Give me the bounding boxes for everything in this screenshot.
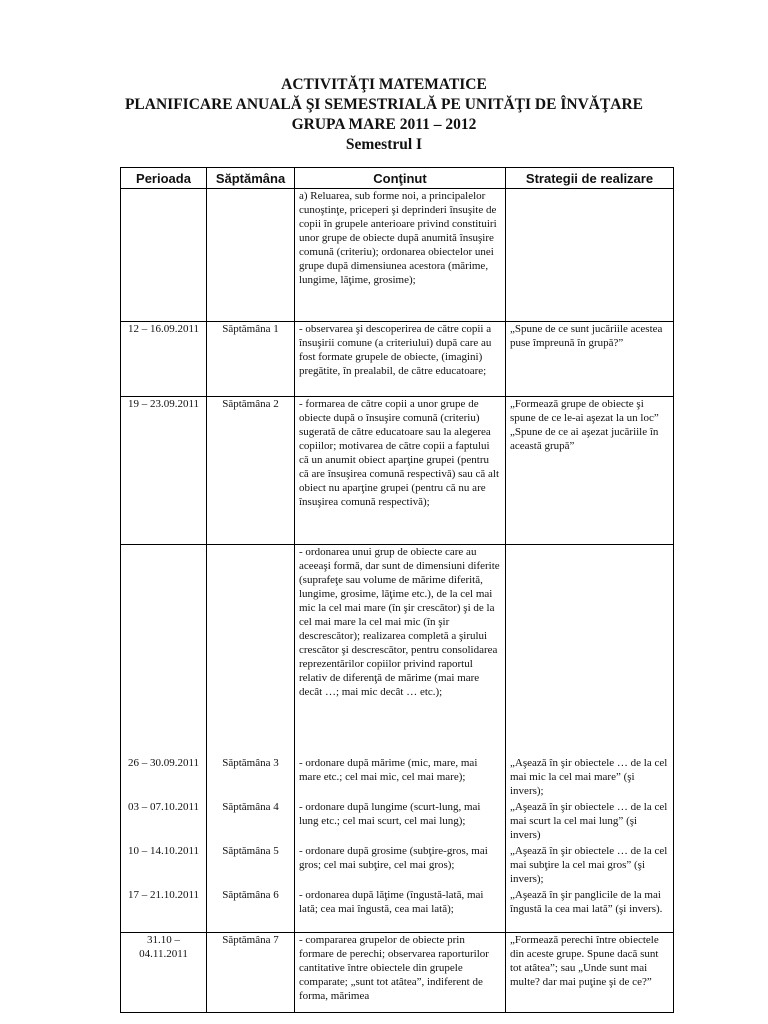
week-cell bbox=[207, 545, 295, 933]
strategy-line: „Aşează în şir panglicile de la mai îngustă la cea mai lată” (şi invers). bbox=[510, 889, 663, 915]
table-row bbox=[121, 322, 674, 397]
week-cell: Săptămâna 7 bbox=[207, 933, 295, 1013]
table-header-row bbox=[121, 168, 674, 189]
week-cell: Săptămâna 2 bbox=[207, 397, 295, 545]
period-cell: 31.10 – 04.11.2011 bbox=[121, 933, 207, 1013]
week-line: Săptămâna 4 bbox=[222, 801, 279, 813]
content-cell: - formarea de către copii a unor grupe de obiecte după o însuşire comună (criteriu) sugerată de către educatoare sau la alegerea copiilor; motivarea de către copii a faptului că un anumit obiect aparţine grupei (pentru că are însuşirea comună respectivă) sau că alt obiect nu aparţine grupei (pentru că nu are însuşirea comună respectivă); bbox=[295, 397, 506, 545]
period-cell: 19 – 23.09.2011 bbox=[121, 397, 207, 545]
table-row bbox=[121, 189, 674, 322]
strategy-cell: „Spune de ce sunt jucăriile acestea puse împreună în grupă?” bbox=[506, 322, 674, 397]
week-line: Săptămâna 5 bbox=[222, 845, 279, 857]
period-line: 26 – 30.09.2011 bbox=[127, 757, 200, 769]
group-title: GRUPA MARE 2011 – 2012 bbox=[291, 116, 477, 133]
content-intro: - ordonarea unui grup de obiecte care au aceeaşi formă, dar sunt de dimensiuni diferite (suprafeţe sau volume de mărime diferită, lungime, grosime, lăţime etc.), de la cel mai mic la cel mai mare (în şir crescător) şi de la cel mai mare la cel mai mic (în şir descrescător); realizarea completă a şirului crescător şi descrescător, pentru consolidarea reprezentărilor copiilor privind raportul relativ de diferenţă de mărime (mai mare decât …; mai mic decât … etc.); bbox=[299, 546, 500, 698]
period-cell bbox=[121, 545, 207, 933]
content-line: - ordonare după grosime (subţire-gros, mai gros; cel mai subţire, cel mai gros); bbox=[299, 845, 488, 871]
strategy-cell: „Formează grupe de obiecte şi spune de ce le-ai aşezat la un loc” „Spune de ce ai aşezat jucăriile în această grupă” bbox=[506, 397, 674, 545]
document-subtitle: PLANIFICARE ANUALĂ ŞI SEMESTRIALĂ PE UNITĂŢI DE ÎNVĂŢARE bbox=[124, 96, 644, 113]
week-cell: Săptămâna 1 bbox=[207, 322, 295, 397]
column-header-strategy: Strategii de realizare bbox=[506, 168, 674, 189]
table-row bbox=[121, 545, 674, 933]
period-cell bbox=[121, 189, 207, 322]
strategy-cell bbox=[506, 545, 674, 933]
table-row bbox=[121, 397, 674, 545]
strategy-cell bbox=[506, 189, 674, 322]
planning-table bbox=[120, 167, 674, 1013]
strategy-line: „Aşează în şir obiectele … de la cel mai scurt la cel mai lung” (şi invers) bbox=[510, 801, 668, 841]
strategy-cell: „Formează perechi între obiectele din aceste grupe. Spune dacă sunt tot atâtea”; sau „Unde sunt mai multe? dar mai puţine şi de ce?” bbox=[506, 933, 674, 1013]
period-line: 10 – 14.10.2011 bbox=[127, 845, 200, 857]
week-line: Săptămâna 3 bbox=[222, 757, 279, 769]
content-cell: - compararea grupelor de obiecte prin formare de perechi; observarea raporturilor cantitative între obiectele din grupele comparate; „sunt tot atâtea”, indiferent de forma, mărimea bbox=[295, 933, 506, 1013]
semester-title: Semestrul I bbox=[345, 136, 423, 153]
content-cell bbox=[295, 545, 506, 933]
strategy-line: „Aşează în şir obiectele … de la cel mai mic la cel mai mare” (şi invers); bbox=[510, 757, 668, 797]
content-cell: - observarea şi descoperirea de către copii a însuşirii comune (a criteriului) după care au fost formate grupele de obiecte, (imagini) pregătite, în prealabil, de către educatoare; bbox=[295, 322, 506, 397]
strategy-line: „Aşează în şir obiectele … de la cel mai subţire la cel mai gros” (şi invers); bbox=[510, 845, 668, 885]
table-row bbox=[121, 933, 674, 1013]
content-line: - ordonare după lungime (scurt-lung, mai lung etc.; cel mai scurt, cel mai lung); bbox=[299, 801, 481, 827]
period-cell: 12 – 16.09.2011 bbox=[121, 322, 207, 397]
week-cell bbox=[207, 189, 295, 322]
column-header-week: Săptămâna bbox=[207, 168, 295, 189]
period-line: 17 – 21.10.2011 bbox=[127, 889, 200, 901]
document-title: ACTIVITĂŢI MATEMATICE bbox=[281, 76, 487, 93]
content-line: - ordonare după mărime (mic, mare, mai mare etc.; cel mai mic, cel mai mare); bbox=[299, 757, 478, 783]
week-line: Săptămâna 6 bbox=[222, 889, 279, 901]
content-cell: a) Reluarea, sub forme noi, a principalelor cunoştinţe, priceperi şi deprinderi însuşite de copii în grupele anterioare privind constituiri unor grupe de obiecte după anumită însuşire comună (criteriu); ordonarea obiectelor unei grupe după dimensiunea acestora (mărime, lungime, lăţime, grosime); bbox=[295, 189, 506, 322]
column-header-content: Conţinut bbox=[295, 168, 506, 189]
content-line: - ordonarea după lăţime (îngustă-lată, mai lată; cea mai îngustă, cea mai lată); bbox=[299, 889, 484, 915]
period-line: 03 – 07.10.2011 bbox=[127, 801, 200, 813]
column-header-period: Perioada bbox=[121, 168, 207, 189]
